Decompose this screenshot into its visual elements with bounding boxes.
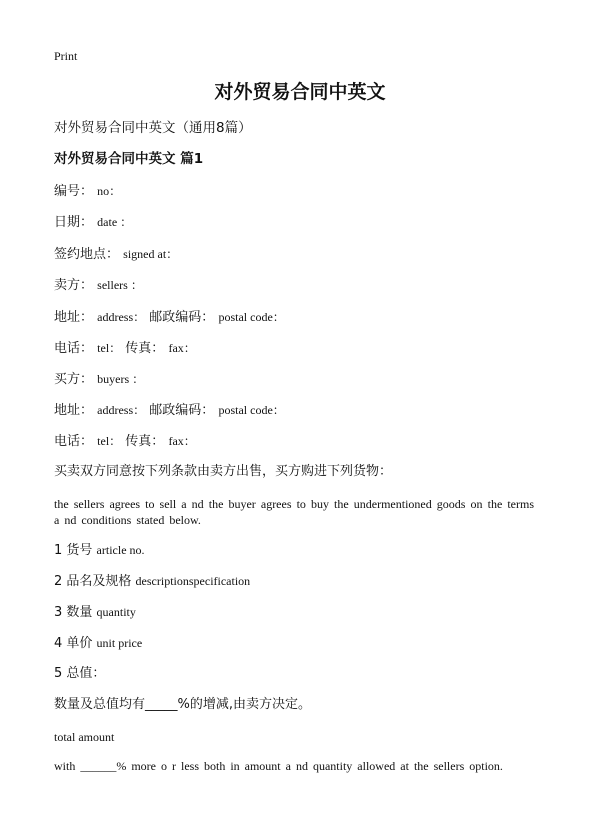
item-label-en: unit price [96,636,143,650]
field-sellers [54,277,143,294]
agreement-cn: 买卖双方同意按下列条款由卖方出售，买方购进下列货物： [54,464,393,479]
field-label: 邮政编码： [149,403,215,418]
field-number [54,183,121,200]
field-label-en: postal code： [218,403,285,417]
field-label-en: tel： [97,341,122,355]
item-label: 2 品名及规格 [54,574,132,589]
item-total-value [54,666,105,682]
field-date [54,214,132,231]
agreement-en: the sellers agrees to sell a nd the buyer agrees to buy the undermentioned goods on the terms a nd conditions stated below. [54,497,534,527]
tolerance-en: with ______% more o r less both in amount a nd quantity allowed at the sellers option. [54,759,503,773]
field-label: 编号： [54,184,94,199]
field-label-en: sellers ： [97,278,143,292]
total-amount-en: total amount [54,730,115,744]
field-seller-address [54,309,285,326]
field-buyers [54,371,144,388]
field-buyer-address [54,402,285,419]
field-label-en: address： [97,310,146,324]
field-label: 日期： [54,215,94,230]
field-label: 邮政编码： [149,310,215,325]
field-label-en: fax： [168,434,196,448]
item-description [54,573,250,590]
print-label: Print [54,49,78,63]
section-heading: 对外贸易合同中英文 篇1 [54,151,204,167]
item-label-en: quantity [96,605,136,619]
field-label: 地址： [54,403,94,418]
page-title: 对外贸易合同中英文 [214,81,386,103]
field-label-en: buyers ： [97,372,145,386]
item-quantity [54,604,136,621]
field-label-en: postal code： [218,310,285,324]
field-label: 电话： [54,434,94,449]
field-label-en: date ： [97,215,133,229]
field-label: 传真： [125,341,165,356]
item-unit-price [54,635,142,652]
field-seller-phone [54,340,196,357]
field-label: 传真： [125,434,165,449]
item-label-en: article no. [96,543,145,557]
field-signed-at [54,246,178,263]
field-label-en: address： [97,403,146,417]
field-label: 电话： [54,341,94,356]
field-label: 地址： [54,310,94,325]
item-label: 4 单价 [54,636,93,651]
tolerance-cn: 数量及总值均有_____%的增减,由卖方决定。 [54,697,311,712]
item-label: 1 货号 [54,543,93,558]
field-label: 买方： [54,372,94,387]
field-label-en: no： [97,184,122,198]
item-label: 3 数量 [54,605,93,620]
field-label: 签约地点： [54,247,120,262]
field-buyer-phone [54,433,196,450]
item-label-en: descriptionspecification [135,574,251,588]
subtitle: 对外贸易合同中英文（通用8篇） [54,120,252,136]
field-label-en: signed at： [123,247,179,261]
item-label: 5 总值： [54,666,106,681]
field-label-en: fax： [168,341,196,355]
field-label-en: tel： [97,434,122,448]
item-article-no [54,542,145,559]
field-label: 卖方： [54,278,94,293]
